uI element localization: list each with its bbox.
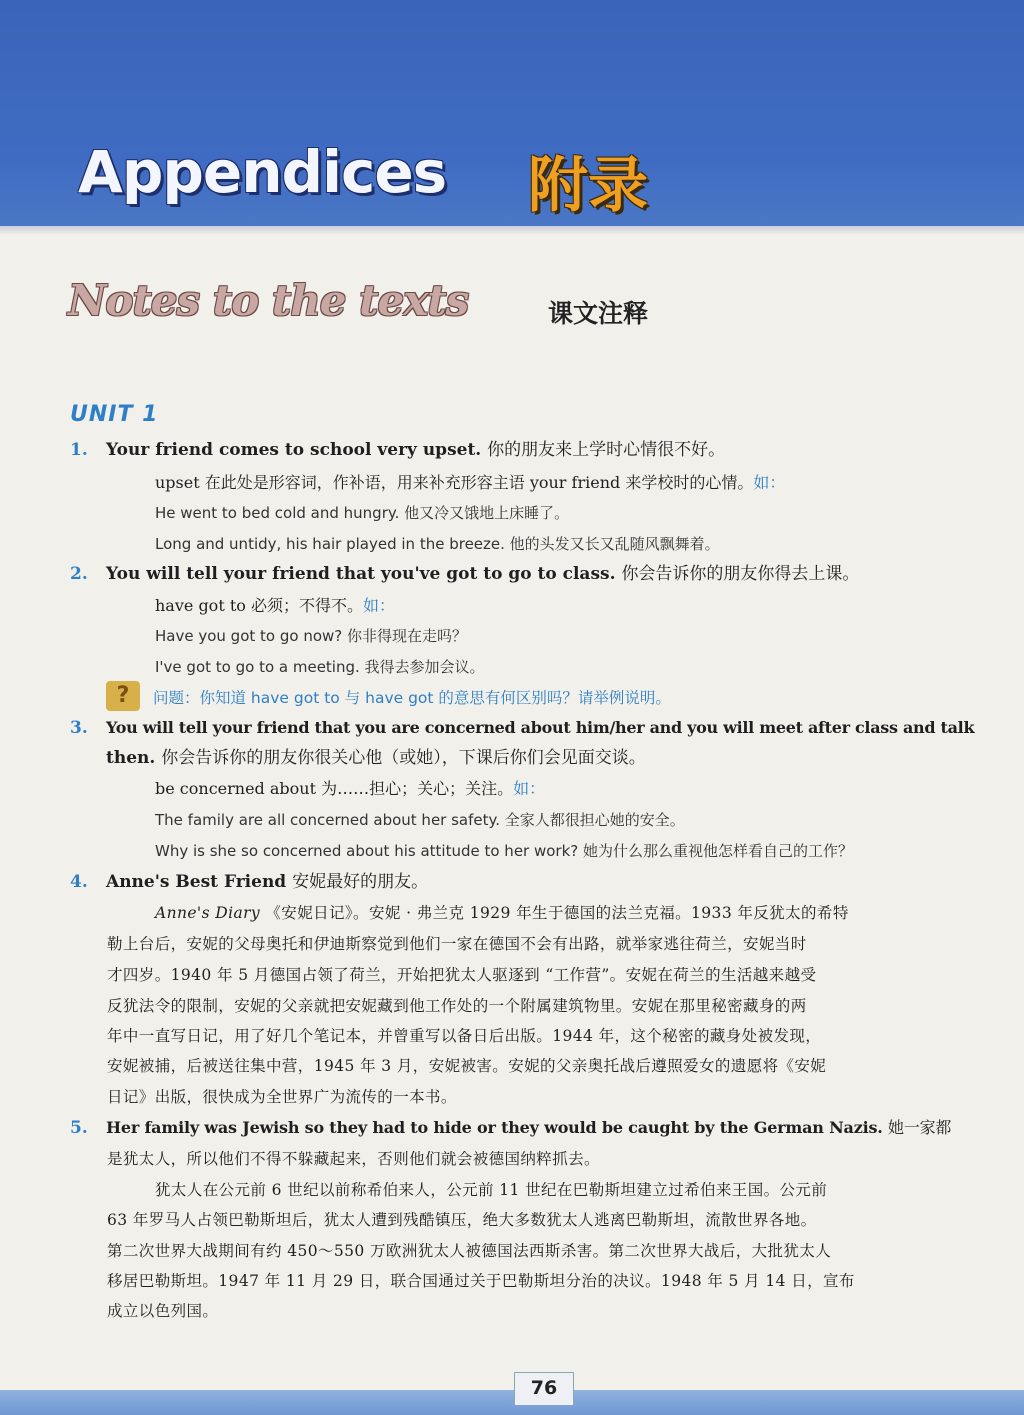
example-line: Why is she so concerned about his attitude to her work? 她为什么那么重视他怎样看自己的工作？ — [155, 842, 854, 860]
note-heading-cn: 你会告诉你的朋友你得去上课。 — [621, 564, 860, 584]
paragraph-text: 《安妮日记》。安妮 · 弗兰克 1929 年生于德国的法兰克福。1933 年反犹太的希特 — [265, 904, 849, 922]
note-number: 3. — [70, 718, 88, 738]
example-line: Long and untidy, his hair played in the breeze. 他的头发又长又乱随风飘舞着。 — [155, 535, 720, 553]
example-marker: 如： — [362, 596, 395, 615]
note-line — [155, 779, 545, 799]
paragraph-line: 才四岁。1940 年 5 月德国占领了荷兰，开始把犹太人驱逐到 “工作营”。安妮在荷兰的生活越来越受 — [107, 966, 817, 984]
note-heading-en: You will tell your friend that you've got to go to class. — [106, 564, 616, 584]
appendices-title: Appendices — [78, 138, 447, 206]
note-number: 4. — [70, 872, 88, 892]
note-heading-cn: 你会告诉你的朋友你很关心他（或她），下课后你们会见面交谈。 — [161, 748, 646, 768]
note-heading — [106, 1118, 951, 1138]
note-line — [155, 596, 395, 616]
paragraph-line: 反犹法令的限制，安妮的父亲就把安妮藏到他工作处的一个附属建筑物里。安妮在那里秘密藏身的两 — [107, 997, 807, 1015]
note-line-text: upset 在此处是形容词，作补语，用来补充形容主语 your friend 来学校时的心情。 — [155, 473, 754, 492]
note-heading-cn: 安妮最好的朋友。 — [292, 872, 429, 892]
note-heading-line2 — [106, 748, 646, 768]
paragraph-line: 安妮被捕，后被送往集中营，1945 年 3 月，安妮被害。安妮的父亲奥托战后遵照爱女的遗愿将《安妮 — [107, 1057, 827, 1075]
paragraph-line: 犹太人在公元前 6 世纪以前称希伯来人，公元前 11 世纪在巴勒斯坦建立过希伯来王国。公元前 — [155, 1181, 828, 1199]
section-title: Notes to the texts — [68, 276, 469, 325]
example-marker: 如： — [753, 473, 786, 492]
note-number: 1. — [70, 440, 88, 460]
note-line-text: be concerned about 为……担心；关心；关注。 — [155, 779, 514, 798]
paragraph-line: 勒上台后，安妮的父母奥托和伊迪斯察觉到他们一家在德国不会有出路，就举家逃往荷兰，安妮当时 — [107, 935, 807, 953]
paragraph-line — [155, 903, 849, 923]
example-line: He went to bed cold and hungry. 他又冷又饿地上床睡了。 — [155, 504, 570, 522]
note-number: 2. — [70, 564, 88, 584]
section-title-cn: 课文注释 — [548, 299, 649, 328]
paragraph-line: 第二次世界大战期间有约 450～550 万欧洲犹太人被德国法西斯杀害。第二次世界大战后，大批犹太人 — [107, 1242, 832, 1260]
question-icon: ? — [106, 681, 140, 711]
note-heading-cn: 她一家都 — [888, 1118, 952, 1137]
note-line — [155, 473, 785, 493]
note-heading-en: Your friend comes to school very upset. — [106, 440, 482, 460]
note-heading-en: Her family was Jewish so they had to hide or they would be caught by the German Nazis. — [106, 1118, 883, 1137]
note-heading-en: You will tell your friend that you are concerned about him/her and you will meet after class and talk — [106, 718, 975, 737]
note-number: 5. — [70, 1118, 88, 1138]
note-heading-en: Anne's Best Friend — [106, 872, 287, 892]
footer-bar — [0, 1390, 1024, 1415]
unit-heading: UNIT 1 — [70, 402, 159, 427]
paragraph-line: 成立以色列国。 — [107, 1302, 219, 1320]
diary-title: Anne's Diary — [155, 904, 261, 922]
example-marker: 如： — [513, 779, 546, 798]
note-heading-cn: 你的朋友来上学时心情很不好。 — [487, 440, 726, 460]
note-heading — [106, 872, 428, 892]
note-heading — [106, 440, 725, 460]
paragraph-line: 日记》出版，很快成为全世界广为流传的一本书。 — [107, 1088, 457, 1106]
note-heading — [106, 564, 859, 584]
banner-divider — [0, 226, 1024, 234]
example-line: The family are all concerned about her safety. 全家人都很担心她的安全。 — [155, 811, 685, 829]
note-line-text: have got to 必须；不得不。 — [155, 596, 363, 615]
paragraph-line: 63 年罗马人占领巴勒斯坦后，犹太人遭到残酷镇压，绝大多数犹太人逃离巴勒斯坦，流散世界各地。 — [107, 1211, 817, 1229]
question-text: 问题：你知道 have got to 与 have got 的意思有何区别吗？请举例说明。 — [153, 689, 671, 707]
note-heading-cn-cont: 是犹太人，所以他们不得不躲藏起来，否则他们就会被德国纳粹抓去。 — [107, 1150, 600, 1168]
paragraph-line: 移居巴勒斯坦。1947 年 11 月 29 日，联合国通过关于巴勒斯坦分治的决议。1948 年 5 月 14 日，宣布 — [107, 1272, 855, 1290]
paragraph-line: 年中一直写日记，用了好几个笔记本，并曾重写以备日后出版。1944 年，这个秘密的藏身处被发现， — [107, 1027, 822, 1045]
example-line: Have you got to go now? 你非得现在走吗？ — [155, 627, 467, 645]
example-line: I've got to go to a meeting. 我得去参加会议。 — [155, 658, 485, 676]
note-heading-en-cont: then. — [106, 748, 156, 768]
page-number: 76 — [514, 1372, 574, 1405]
appendices-title-cn: 附录 — [528, 151, 648, 221]
